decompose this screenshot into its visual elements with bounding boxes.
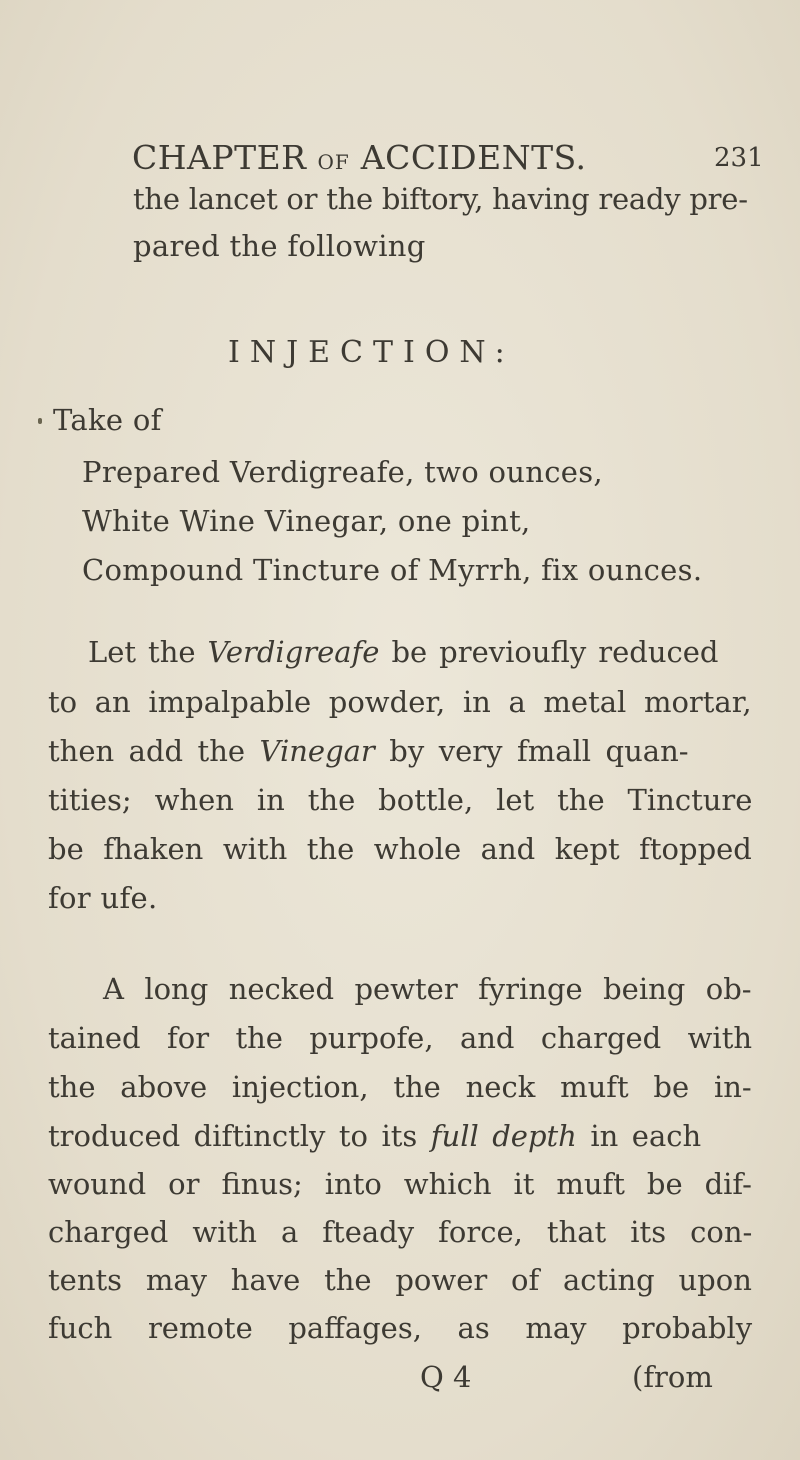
signature-mark: Q 4 [420,1360,472,1394]
ink-fleck [38,418,42,424]
recipe-item: Compound Tincture of Myrrh, fix ounces. [82,553,703,587]
para1-text: by very fmall quan- [389,734,689,768]
header-title: ACCIDENTS. [360,138,587,177]
para1-line-3 [48,734,689,768]
para2-line-7: tents may have the power of acting upon [48,1263,752,1297]
para1-line-6: for ufe. [48,881,158,915]
para1-line-1 [88,635,719,669]
header-of: OF [317,150,350,174]
para1-line-5: be fhaken with the whole and kept ftopped [48,832,752,866]
para1-italic: Vinegar [259,734,375,768]
para2-line-6: charged with a fteady force, that its con- [48,1215,753,1249]
section-title: INJECTION: [228,335,515,370]
para2-line-4 [48,1119,702,1153]
para1-text: Let the [88,635,196,669]
page-number: 231 [714,143,764,173]
para1-text: be previoufly reduced [391,635,719,669]
intro-text-1: the lancet or the biftory, having ready pre- [133,182,748,216]
running-header [132,138,587,177]
intro-line-2: pared the following [133,229,426,263]
para2-text: in each [590,1119,702,1153]
para2-text: troduced diftinctly to its [48,1119,418,1153]
para1-text: then add the [48,734,246,768]
recipe-item: White Wine Vinegar, one pint, [82,504,531,538]
recipe-item: Prepared Verdigreafe, two ounces, [82,455,603,489]
para1-line-2: to an impalpable powder, in a metal mortar, [48,685,752,719]
para2-line-5: wound or finus; into which it muft be dif- [48,1167,752,1201]
para2-line-8: fuch remote paffages, as may probably [48,1311,753,1345]
catchword: (from [632,1360,713,1394]
para2-line-2: tained for the purpofe, and charged with [48,1021,753,1055]
para1-italic: Verdigreafe [207,635,380,669]
recipe-take: Take of [53,403,162,437]
para1-line-4: tities; when in the bottle, let the Tincture [48,783,753,817]
header-chapter: CHAPTER [132,138,307,177]
intro-line-1 [133,182,765,216]
para2-italic: full depth [430,1119,577,1153]
para2-line-1: A long necked pewter fyringe being ob- [103,972,752,1006]
para2-line-3: the above injection, the neck muft be in- [48,1070,752,1104]
